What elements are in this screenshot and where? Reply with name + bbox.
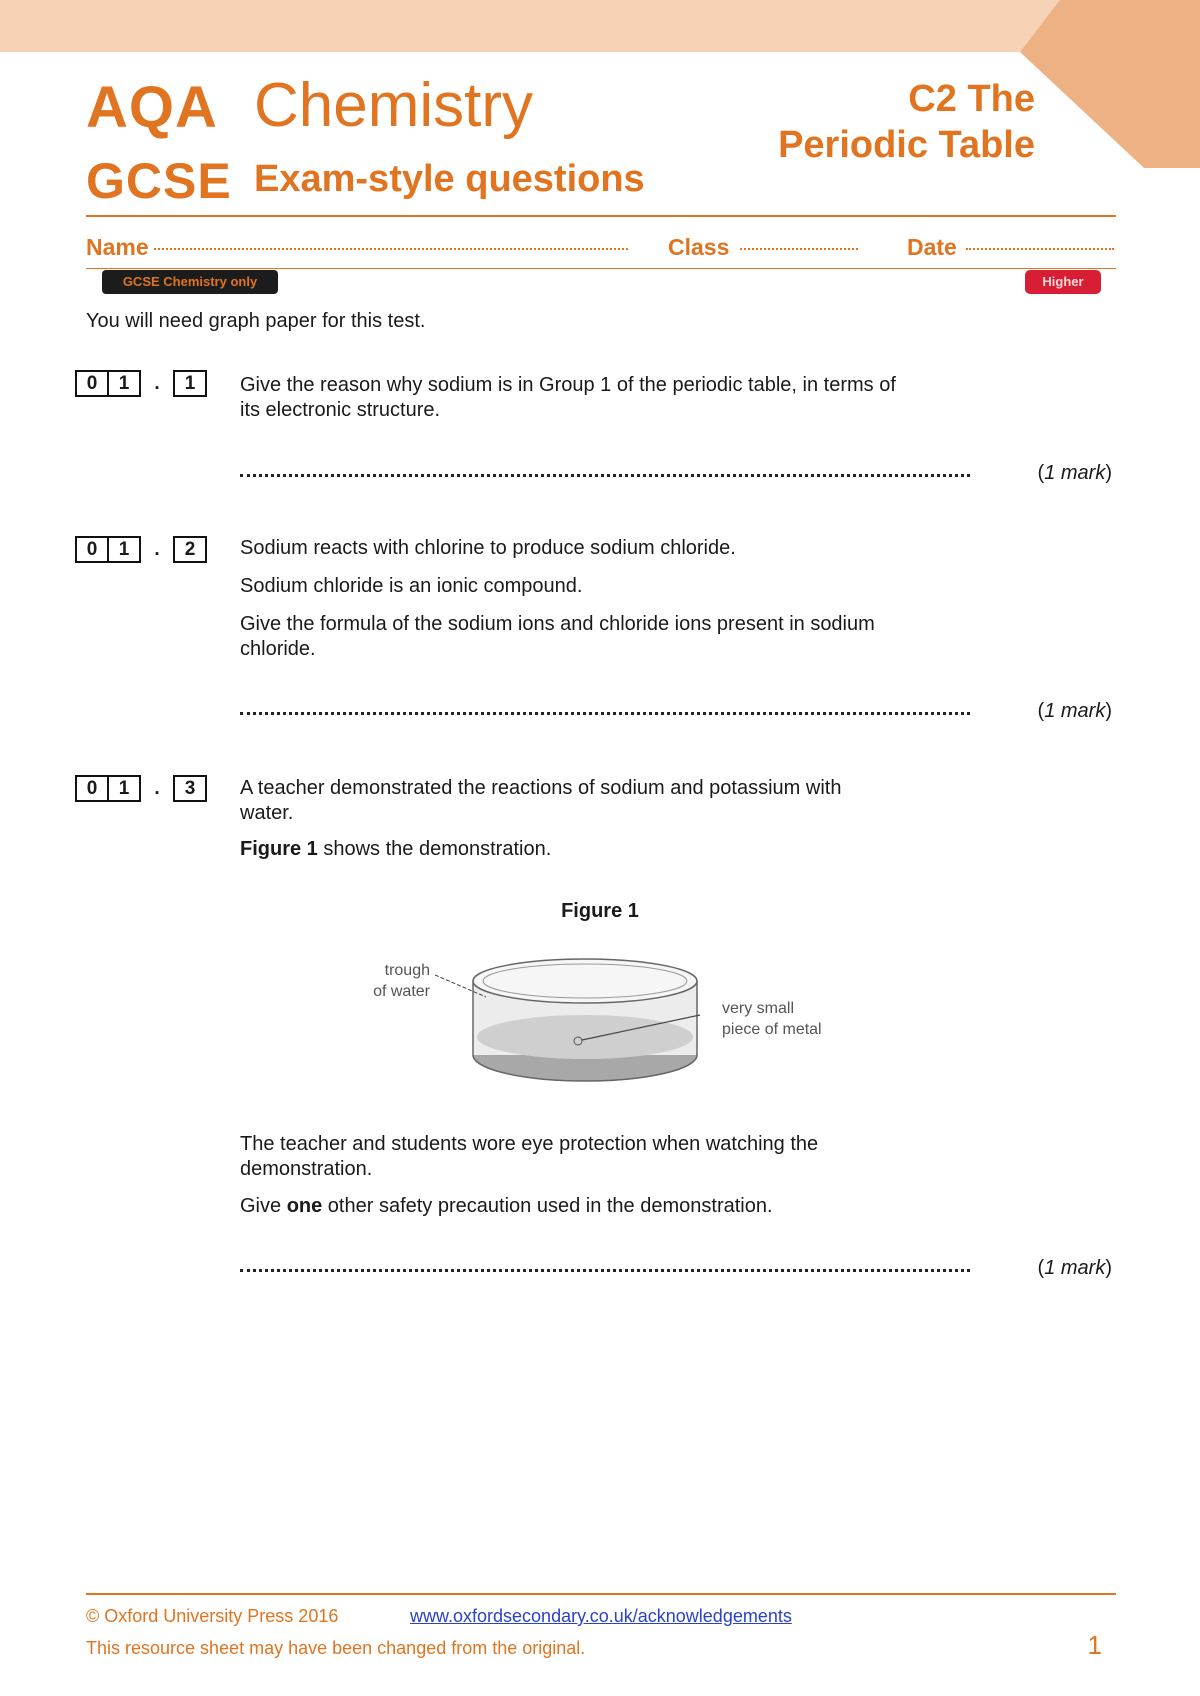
question-01-1-text: Give the reason why sodium is in Group 1 of the periodic table, in terms of its electronic structure. — [240, 374, 896, 421]
class-field[interactable] — [740, 248, 858, 250]
question-number-01-2: 0 1 . 2 — [75, 536, 207, 563]
date-field[interactable] — [966, 248, 1114, 250]
marks-01-1: (1 mark) — [1037, 462, 1112, 484]
acknowledgements-link[interactable]: www.oxfordsecondary.co.uk/acknowledgements — [410, 1606, 792, 1626]
brand-gcse: GCSE — [86, 153, 232, 209]
question-01-3-para-1: A teacher demonstrated the reactions of sodium and potassium with water. — [240, 777, 842, 824]
question-part: 1 — [173, 370, 207, 397]
chemistry-only-badge: GCSE Chemistry only — [102, 270, 278, 294]
answer-line-01-3[interactable] — [240, 1269, 970, 1272]
footer-note: This resource sheet may have been changed from the original. — [86, 1638, 586, 1658]
footer-rule — [86, 1593, 1116, 1595]
label-trough-line-2: of water — [373, 983, 430, 1000]
question-number-01-3: 0 1 . 3 — [75, 775, 207, 802]
question-part: 2 — [173, 536, 207, 563]
question-digit: 0 — [75, 370, 109, 397]
brand-subject: Chemistry — [254, 71, 534, 140]
question-digit: 0 — [75, 775, 109, 802]
name-label: Name — [86, 234, 149, 260]
label-metal-line-2: piece of metal — [722, 1021, 822, 1038]
higher-tier-badge: Higher — [1025, 270, 1101, 294]
answer-line-01-2[interactable] — [240, 712, 970, 715]
label-trough-line-1: trough — [384, 962, 430, 979]
question-part: 3 — [173, 775, 207, 802]
question-digit: 1 — [107, 370, 141, 397]
question-01-2-para-2: Sodium chloride is an ionic compound. — [240, 575, 583, 597]
marks-01-3: (1 mark) — [1037, 1257, 1112, 1279]
question-digit: 1 — [107, 536, 141, 563]
topic-title-line-2: Periodic Table — [778, 124, 1035, 166]
question-01-3-figure-ref: Figure 1 shows the demonstration. — [240, 838, 552, 860]
figure-title: Figure 1 — [561, 900, 639, 922]
page-number: 1 — [1087, 1630, 1102, 1660]
fields-rule — [86, 268, 1116, 269]
topic-title — [778, 76, 1035, 168]
brand-aqa: AQA — [86, 75, 218, 140]
header-rule — [86, 215, 1116, 217]
question-01-2-para-1: Sodium reacts with chlorine to produce sodium chloride. — [240, 537, 736, 559]
figure-trough-diagram — [360, 945, 840, 1105]
label-metal-line-1: very small — [722, 1000, 795, 1017]
name-field[interactable] — [154, 248, 628, 250]
brand-subtitle: Exam-style questions — [254, 158, 645, 200]
class-label: Class — [668, 234, 730, 260]
question-01-3-after-figure: The teacher and students wore eye protection when watching the demonstration. — [240, 1133, 819, 1180]
question-number-01-1: 0 1 . 1 — [75, 370, 207, 397]
question-01-3-safety: Give one other safety precaution used in the demonstration. — [240, 1195, 773, 1217]
topic-title-line-1: C2 The — [908, 78, 1035, 120]
intro-text: You will need graph paper for this test. — [86, 310, 426, 332]
question-digit: 1 — [107, 775, 141, 802]
copyright-text: © Oxford University Press 2016 — [86, 1606, 339, 1626]
marks-01-2: (1 mark) — [1037, 700, 1112, 722]
question-01-2-para-3: Give the formula of the sodium ions and chloride ions present in sodium chloride. — [240, 613, 875, 660]
answer-line-01-1[interactable] — [240, 474, 970, 477]
date-label: Date — [907, 234, 957, 260]
question-digit: 0 — [75, 536, 109, 563]
corner-decoration — [1020, 0, 1200, 168]
